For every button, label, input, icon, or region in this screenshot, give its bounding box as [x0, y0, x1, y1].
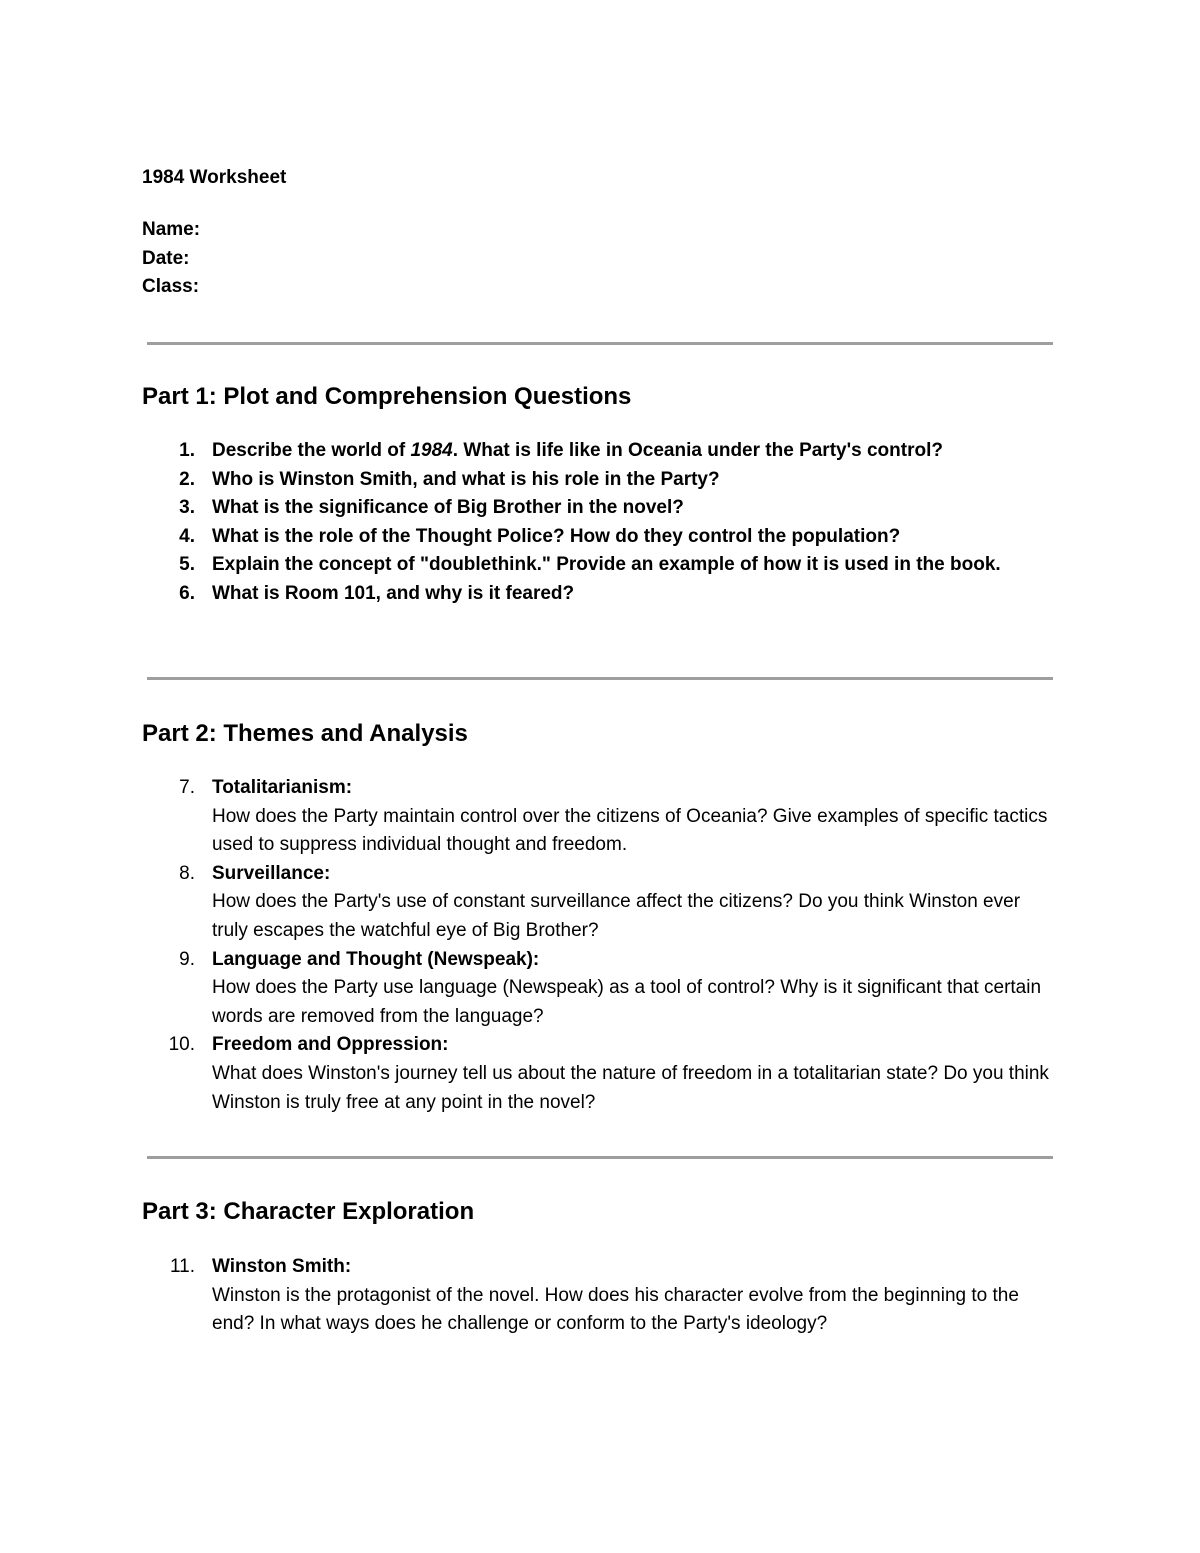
book-title-italic: 1984 — [410, 440, 453, 461]
name-field-label: Name: — [142, 219, 201, 240]
section-divider — [147, 342, 1053, 345]
question-item — [0, 946, 1060, 1032]
class-field-label: Class: — [142, 276, 200, 297]
question-text: Who is Winston Smith, and what is his role in the Party? — [212, 468, 720, 490]
question-item — [0, 437, 1060, 466]
question-item — [0, 1253, 1060, 1339]
question-theme-label: Language and Thought (Newspeak): — [212, 948, 540, 970]
section-divider — [147, 1156, 1053, 1159]
question-text: How does the Party use language (Newspeak) as a tool of control? Why is it significant that certain words are removed from the language? — [212, 977, 1042, 1027]
part2-heading: Part 2: Themes and Analysis — [142, 720, 468, 747]
question-item — [0, 1031, 1060, 1117]
question-theme-label: Freedom and Oppression: — [212, 1034, 449, 1056]
question-text: What does Winston's journey tell us about the nature of freedom in a totalitarian state? Do you think Winston is truly free at any point in the novel? — [212, 1062, 1049, 1113]
question-number: 11. — [169, 1256, 195, 1277]
question-text: Winston is the protagonist of the novel. How does his character evolve from the beginning to the end? In what ways does he challenge or conform to the Party's ideology? — [212, 1284, 1019, 1335]
student-info-fields — [142, 218, 200, 304]
question-number: 8. — [179, 862, 195, 884]
part3-heading: Part 3: Character Exploration — [142, 1198, 475, 1225]
part1-question-list — [0, 437, 1060, 609]
question-number: 2. — [179, 468, 195, 490]
question-text: How does the Party maintain control over the citizens of Oceania? Give examples of specific tactics used to suppress individual thought and freedom. — [212, 805, 1048, 856]
question-number: 10. — [168, 1034, 195, 1056]
question-number: 3. — [179, 497, 195, 519]
question-text-end: . What is life like in Oceania under the Party's control? — [452, 440, 943, 461]
part3-question-list — [0, 1253, 1060, 1339]
question-text: What is the role of the Thought Police? How do they control the population? — [212, 525, 901, 547]
question-number: 1. — [179, 440, 195, 461]
question-number: 5. — [179, 554, 195, 576]
question-number: 6. — [179, 582, 195, 604]
question-number: 7. — [179, 777, 195, 798]
question-text-start: Describe the world of — [212, 440, 411, 461]
question-text: How does the Party's use of constant surveillance affect the citizens? Do you think Winston ever truly escapes the watchful eye of Big Brother? — [212, 891, 1021, 941]
question-item — [0, 774, 1060, 860]
question-number: 4. — [179, 525, 195, 547]
part1-heading: Part 1: Plot and Comprehension Questions — [142, 383, 632, 410]
question-item — [0, 466, 1060, 495]
question-theme-label: Totalitarianism: — [212, 777, 353, 798]
question-item — [0, 551, 1060, 580]
question-text: What is Room 101, and why is it feared? — [212, 582, 575, 604]
document-title: 1984 Worksheet — [142, 167, 287, 188]
question-number: 9. — [179, 948, 195, 970]
question-text: Explain the concept of "doublethink." Provide an example of how it is used in the book. — [212, 554, 1001, 576]
question-item — [0, 523, 1060, 552]
question-theme-label: Surveillance: — [212, 862, 331, 884]
question-item — [0, 860, 1060, 946]
question-text: What is the significance of Big Brother in the novel? — [212, 497, 684, 519]
section-divider — [147, 677, 1053, 680]
question-item — [0, 494, 1060, 523]
question-item — [0, 580, 1060, 609]
date-field-label: Date: — [142, 247, 190, 269]
part2-question-list — [0, 774, 1060, 1117]
question-character-label: Winston Smith: — [212, 1256, 352, 1277]
